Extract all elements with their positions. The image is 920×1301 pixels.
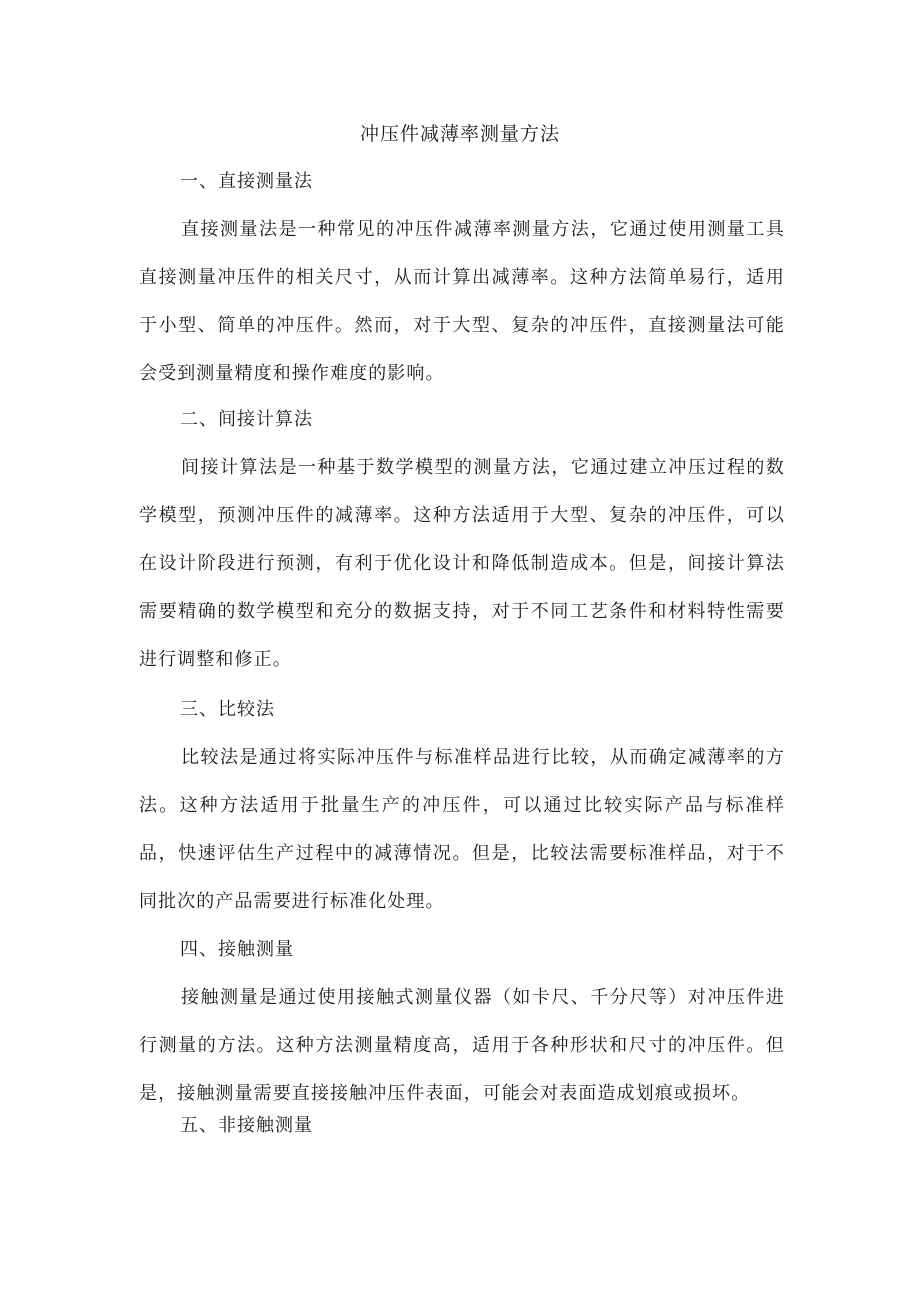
document-title: 冲压件减薄率测量方法	[359, 123, 560, 145]
section-heading-1: 一、直接测量法	[180, 171, 313, 192]
section-body-1: 直接测量法是一种常见的冲压件减薄率测量方法，它通过使用测量工具直接测量冲压件的相关尺寸，从而计算出减薄率。这种方法简单易行，适用于小型、简单的冲压件。然而，对于大型、复杂的冲压件，直接测量法可能会受到测量精度和操作难度的影响。	[139, 219, 785, 384]
section-body-2: 间接计算法是一种基于数学模型的测量方法，它通过建立冲压过程的数学模型，预测冲压件的减薄率。这种方法适用于大型、复杂的冲压件，可以在设计阶段进行预测，有利于优化设计和降低制造成本。但是，间接计算法需要精确的数学模型和充分的数据支持，对于不同工艺条件和材料特性需要进行调整和修正。	[139, 457, 785, 670]
section-heading-2: 二、间接计算法	[180, 409, 313, 430]
section-heading-5: 五、非接触测量	[180, 1115, 313, 1136]
section-body-3: 比较法是通过将实际冲压件与标准样品进行比较，从而确定减薄率的方法。这种方法适用于批量生产的冲压件，可以通过比较实际产品与标准样品，快速评估生产过程中的减薄情况。但是，比较法需要标准样品，对于不同批次的产品需要进行标准化处理。	[139, 747, 785, 912]
section-heading-4: 四、接触测量	[180, 939, 294, 960]
section-body-4: 接触测量是通过使用接触式测量仪器（如卡尺、千分尺等）对冲压件进行测量的方法。这种方法测量精度高，适用于各种形状和尺寸的冲压件。但是，接触测量需要直接接触冲压件表面，可能会对表面造成划痕或损坏。	[139, 987, 785, 1104]
section-heading-3: 三、比较法	[180, 699, 275, 720]
